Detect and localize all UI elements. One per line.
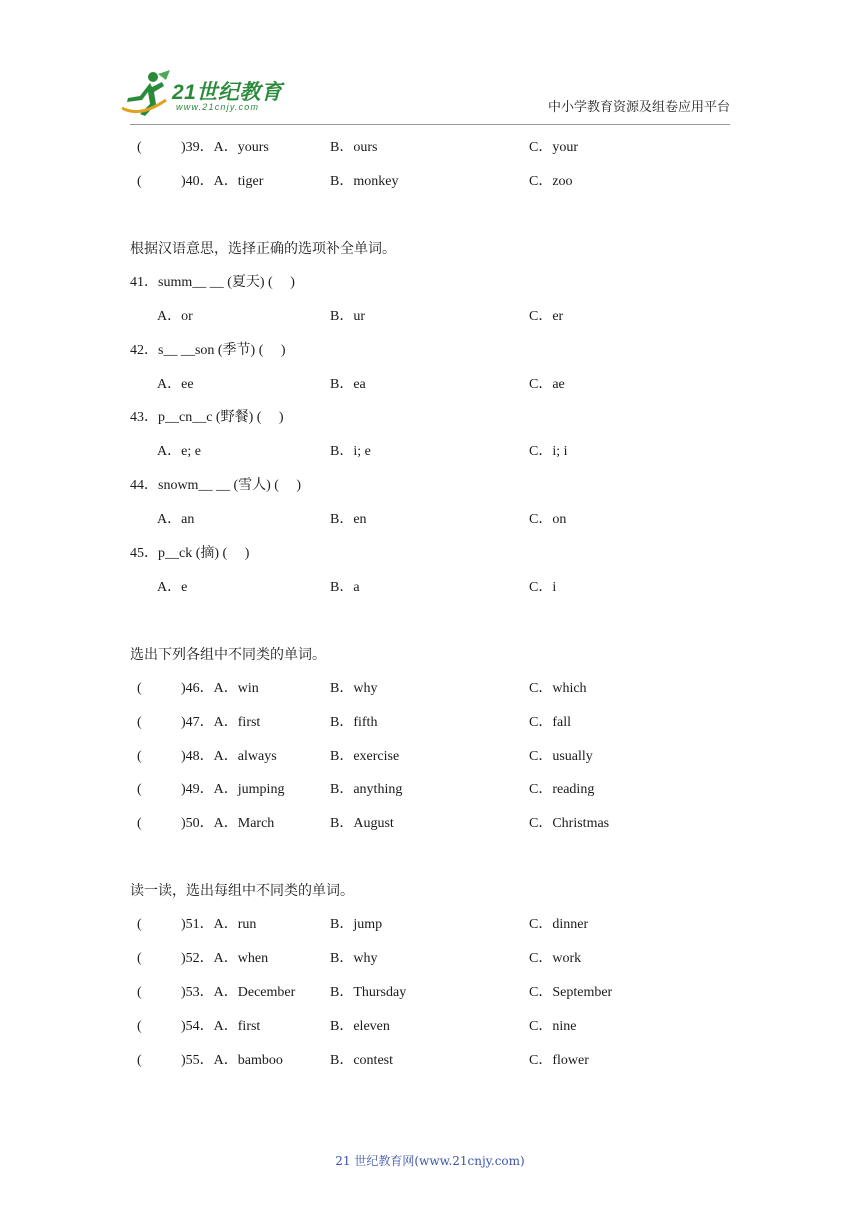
option-b: B．ur: [330, 309, 365, 324]
answer-paren: (: [137, 1019, 142, 1034]
option-b: B．en: [330, 512, 367, 527]
option-c: C．fall: [529, 715, 571, 730]
question-row: [0, 679, 860, 699]
option-b: B．ours: [330, 140, 378, 155]
option-a: A．or: [157, 309, 193, 324]
option-c: C．on: [529, 512, 567, 527]
question-number-option-a: )40．A．tiger: [181, 174, 264, 189]
answer-paren: (: [137, 985, 142, 1000]
question-row: [0, 408, 860, 428]
answer-paren: (: [137, 782, 142, 797]
option-b: B．monkey: [330, 174, 399, 189]
answer-paren: (: [137, 1053, 142, 1068]
option-c: C．i: [529, 580, 557, 595]
option-b: B．contest: [330, 1053, 393, 1068]
option-b: B．jump: [330, 917, 383, 932]
answer-paren: (: [137, 681, 142, 696]
option-b: B．why: [330, 951, 378, 966]
options-row: [0, 510, 860, 530]
option-a: A．an: [157, 512, 195, 527]
question-row: [0, 172, 860, 192]
answer-paren: (: [137, 749, 142, 764]
options-row: [0, 307, 860, 327]
option-c: C．dinner: [529, 917, 589, 932]
question-text: 42．s__ __son (季节) ( ): [130, 343, 286, 358]
answer-paren: (: [137, 816, 142, 831]
section-instruction: 选出下列各组中不同类的单词。: [130, 647, 326, 663]
question-row: [0, 780, 860, 800]
question-number-option-a: )46．A．win: [181, 681, 259, 696]
question-row: [0, 1017, 860, 1037]
option-b: B．a: [330, 580, 360, 595]
question-row: [0, 949, 860, 969]
question-text: 41．summ__ __ (夏天) ( ): [130, 275, 295, 290]
section-instruction: 根据汉语意思，选择正确的选项补全单词。: [130, 241, 396, 257]
footer-link[interactable]: 21 世纪教育网(www.21cnjy.com): [335, 1154, 525, 1168]
question-row: [0, 713, 860, 733]
question-text: 43．p__cn__c (野餐) ( ): [130, 410, 284, 425]
options-row: [0, 375, 860, 395]
question-text: 45．p__ck (摘) ( ): [130, 546, 250, 561]
option-a: A．e; e: [157, 444, 201, 459]
options-row: [0, 578, 860, 598]
option-b: B．Thursday: [330, 985, 407, 1000]
logo-text: 21世纪教育: [172, 81, 283, 104]
question-row: [0, 476, 860, 496]
question-row: [0, 747, 860, 767]
question-row: [0, 1051, 860, 1071]
question-row: [0, 138, 860, 158]
section-instruction: 读一读，选出每组中不同类的单词。: [130, 883, 354, 899]
logo: [120, 68, 295, 120]
option-a: A．e: [157, 580, 188, 595]
question-number-option-a: )50．A．March: [181, 816, 275, 831]
option-c: C．er: [529, 309, 564, 324]
options-row: [0, 442, 860, 462]
option-c: C．flower: [529, 1053, 589, 1068]
answer-paren: (: [137, 174, 142, 189]
question-number-option-a: )53．A．December: [181, 985, 296, 1000]
option-c: C．which: [529, 681, 587, 696]
option-c: C．work: [529, 951, 582, 966]
question-number-option-a: )49．A．jumping: [181, 782, 285, 797]
platform-name: 中小学教育资源及组卷应用平台: [547, 100, 730, 115]
option-b: B．i; e: [330, 444, 371, 459]
runner-logo-icon: [120, 70, 172, 118]
option-b: B．August: [330, 816, 394, 831]
option-b: B．eleven: [330, 1019, 390, 1034]
question-number-option-a: )54．A．first: [181, 1019, 261, 1034]
option-b: B．fifth: [330, 715, 378, 730]
question-row: [0, 915, 860, 935]
answer-paren: (: [137, 140, 142, 155]
question-number-option-a: )47．A．first: [181, 715, 261, 730]
option-c: C．zoo: [529, 174, 573, 189]
header-divider: [130, 124, 730, 125]
question-number-option-a: )52．A．when: [181, 951, 269, 966]
question-row: [0, 273, 860, 293]
question-row: [0, 341, 860, 361]
option-c: C．nine: [529, 1019, 577, 1034]
question-row: [0, 814, 860, 834]
option-b: B．why: [330, 681, 378, 696]
option-c: C．September: [529, 985, 613, 1000]
answer-paren: (: [137, 951, 142, 966]
option-b: B．ea: [330, 377, 366, 392]
option-a: A．ee: [157, 377, 194, 392]
option-b: B．exercise: [330, 749, 400, 764]
option-c: C．i; i: [529, 444, 568, 459]
question-number-option-a: )48．A．always: [181, 749, 277, 764]
answer-paren: (: [137, 917, 142, 932]
option-c: C．ae: [529, 377, 565, 392]
option-c: C．Christmas: [529, 816, 610, 831]
question-row: [0, 544, 860, 564]
question-text: 44．snowm__ __ (雪人) ( ): [130, 478, 302, 493]
option-c: C．usually: [529, 749, 593, 764]
option-c: C．reading: [529, 782, 595, 797]
question-row: [0, 983, 860, 1003]
question-number-option-a: )39．A．yours: [181, 140, 269, 155]
question-number-option-a: )55．A．bamboo: [181, 1053, 283, 1068]
question-number-option-a: )51．A．run: [181, 917, 257, 932]
option-c: C．your: [529, 140, 578, 155]
answer-paren: (: [137, 715, 142, 730]
logo-url: www.21cnjy.com: [176, 102, 260, 112]
option-b: B．anything: [330, 782, 403, 797]
